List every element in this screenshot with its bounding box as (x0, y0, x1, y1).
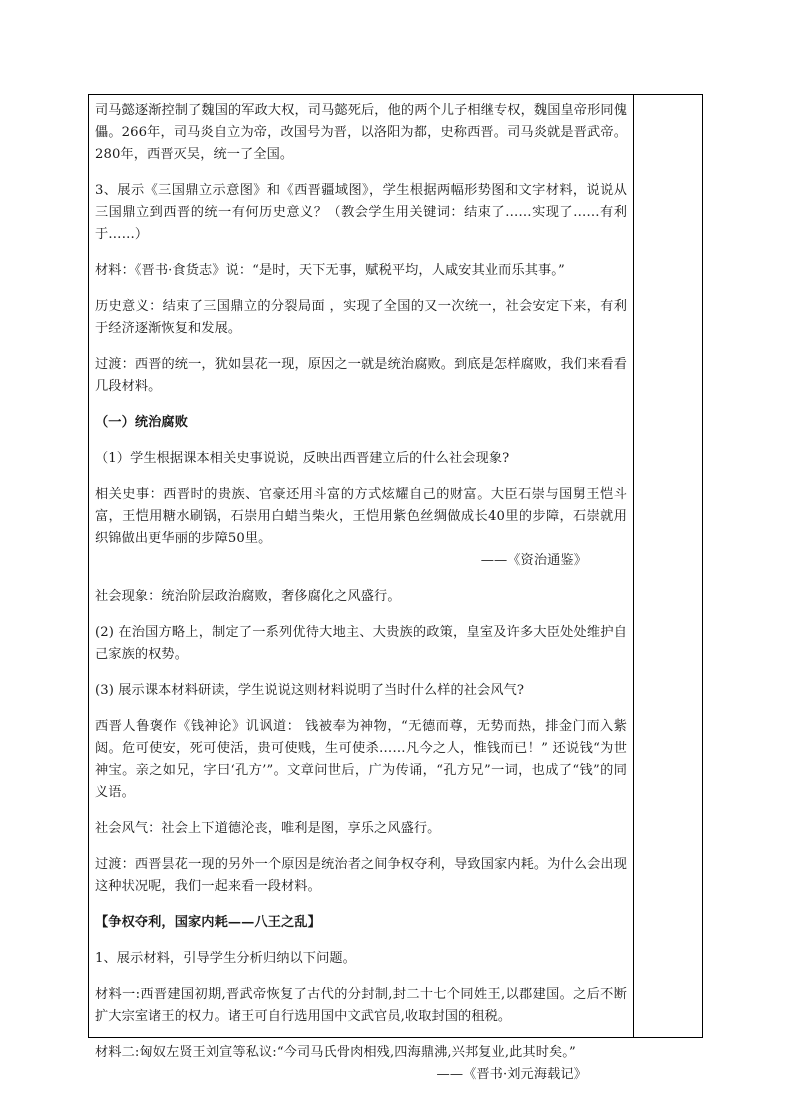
paragraph: 社会风气：社会上下道德沦丧，唯利是图，享乐之风盛行。 (95, 821, 441, 836)
section-heading: 【争权夺利，国家内耗——八王之乱】 (95, 915, 321, 930)
paragraph: 材料：《晋书·食货志》说：“是时，天下无事，赋税平均，人咸安其业而乐其事。” (95, 263, 565, 278)
paragraph: 材料一:西晋建国初期,晋武帝恢复了古代的分封制,封二十七个同姓王,以郡建国。之后不断扩大宗室诸王的权力。诸王可自行选用国中文武官员,收取封国的租税。 (95, 987, 627, 1024)
section-heading: （一）统治腐败 (95, 415, 189, 430)
citation: ——《晋书·刘元海载记》 (436, 1067, 587, 1082)
paragraph: 过渡：西晋昙花一现的另外一个原因是统治者之间争权夺利，导致国家内耗。为什么会出现这种状况呢，我们一起来看一段材料。 (95, 857, 627, 894)
column-divider (633, 94, 634, 1038)
paragraph: 过渡：西晋的统一，犹如昙花一现，原因之一就是统治腐败。到底是怎样腐败，我们来看看几段材料。 (95, 357, 627, 394)
paragraph: 司马懿逐渐控制了魏国的军政大权，司马懿死后，他的两个儿子相继专权，魏国皇帝形同傀儡。266年，司马炎自立为帝，改国号为晋，以洛阳为都，史称西晋。司马炎就是晋武帝。280年，西晋灭吴，统一了全国。 (95, 103, 627, 162)
paragraph: 西晋人鲁褒作《钱神论》讥讽道： 钱被奉为神物，“无德而尊，无势而热，排金门而入紫闼。危可使安，死可使活，贵可使贱，生可使杀……凡今之人，惟钱而已！” 还说钱“为世神宝。亲之如兄，字曰‘孔方’”。文章问世后，广为传诵，“孔方兄”一词，也成了“钱”的同义语。 (95, 719, 627, 800)
paragraph: 1、展示材料，引导学生分析归纳以下问题。 (95, 951, 356, 966)
paragraph: 材料二:匈奴左贤王刘宣等私议:“今司马氏骨肉相残,四海鼎沸,兴邦复业,此其时矣。” (95, 1045, 576, 1060)
lesson-content (95, 100, 627, 1086)
citation: ——《资治通鉴》 (480, 553, 587, 568)
paragraph: (3) 展示课本材料研读，学生说说这则材料说明了当时什么样的社会风气? (95, 683, 525, 698)
paragraph: （1）学生根据课本相关史事说说，反映出西晋建立后的什么社会现象? (95, 451, 510, 466)
paragraph: 历史意义：结束了三国鼎立的分裂局面 ，实现了全国的又一次统一，社会安定下来，有利于经济逐渐恢复和发展。 (95, 299, 627, 336)
paragraph: 社会现象：统治阶层政治腐败，奢侈腐化之风盛行。 (95, 589, 401, 604)
paragraph: 3、展示《三国鼎立示意图》和《西晋疆域图》，学生根据两幅形势图和文字材料，说说从三国鼎立到西晋的统一有何历史意义？（教会学生用关键词：结束了……实现了……有利于……） (95, 183, 627, 242)
paragraph: (2) 在治国方略上，制定了一系列优待大地主、大贵族的政策，皇室及许多大臣处处维护自己家族的权势。 (95, 625, 627, 662)
paragraph: 相关史事：西晋时的贵族、官豪还用斗富的方式炫耀自己的财富。大臣石崇与国舅王恺斗富，王恺用糖水刷锅，石崇用白蜡当柴火，王恺用紫色丝绸做成长40里的步障，石崇就用织锦做出更华丽的步障50里。 (95, 487, 627, 546)
